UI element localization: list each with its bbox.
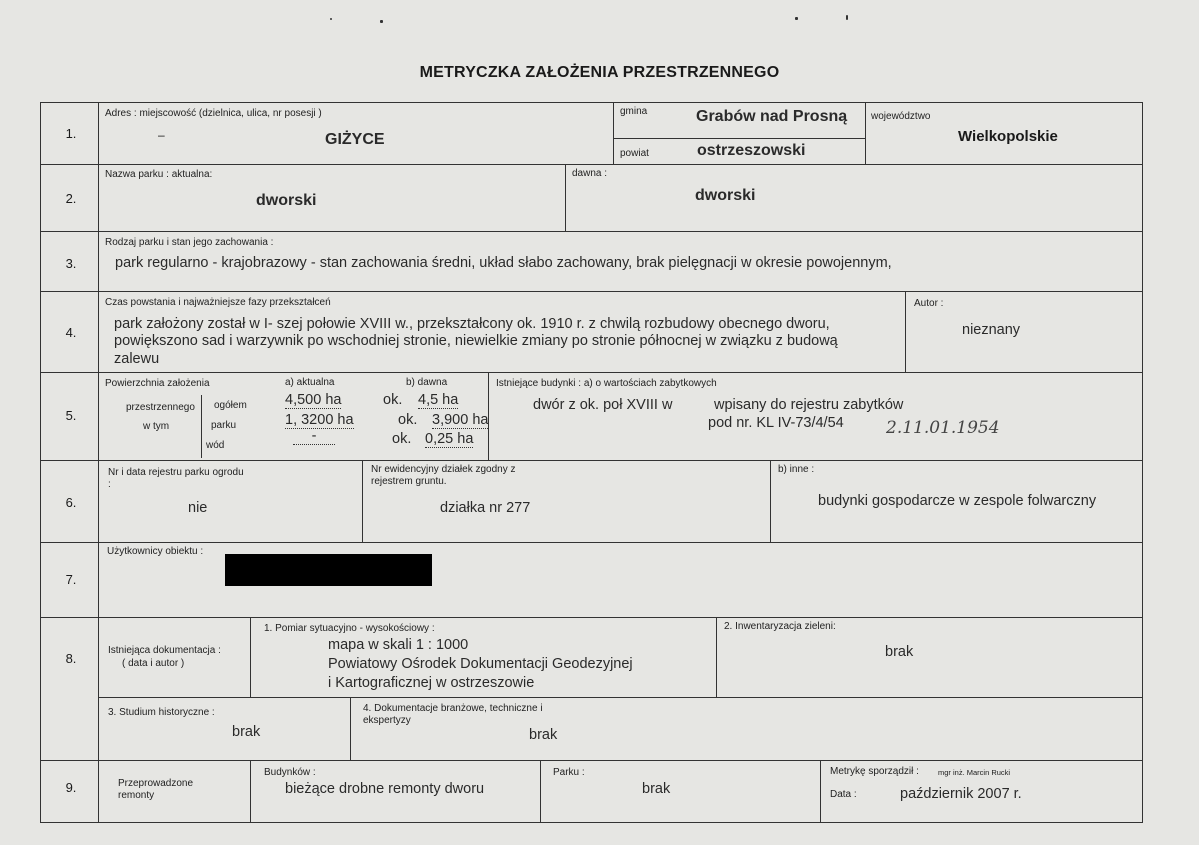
- row-number: 5.: [65, 408, 77, 423]
- voivodeship-value: Wielkopolskie: [958, 128, 1058, 145]
- prepared-by-value: mgr inż. Marcin Rucki: [938, 768, 1011, 777]
- row-number: 7.: [65, 572, 77, 587]
- cell-divider: [613, 138, 865, 139]
- powiat-label: powiat: [620, 148, 649, 159]
- scan-speck: [380, 20, 383, 23]
- history-line-1: park założony został w I- szej połowie XVIII w., przekształcony ok. 1910 r. z chwilą rozbudowy obecnego dworu,: [114, 316, 830, 332]
- row-number: 4.: [65, 325, 77, 340]
- col-divider: [250, 617, 251, 698]
- col-divider: [350, 697, 351, 761]
- park-registry-value: nie: [188, 500, 208, 516]
- col-divider: [820, 760, 821, 823]
- prepared-by-label: Metrykę sporządził :: [830, 766, 919, 777]
- area-park-former-prefix: ok.: [398, 412, 418, 428]
- historical-study-value: brak: [232, 724, 261, 740]
- area-total-former-prefix: ok.: [383, 392, 403, 408]
- table-top-border: [40, 102, 1143, 103]
- park-renovations-label: Parku :: [553, 767, 585, 778]
- col-divider: [905, 291, 906, 373]
- greenery-inventory-value: brak: [885, 644, 914, 660]
- gmina-value: Grabów nad Prosną: [696, 108, 848, 125]
- park-type-label: Rodzaj parku i stan jego zachowania :: [105, 237, 274, 248]
- author-label: Autor :: [914, 298, 944, 309]
- address-label: Adres : miejscowość (dzielnica, ulica, nr posesji ): [105, 108, 322, 119]
- survey-line-1: mapa w skali 1 : 1000: [328, 637, 469, 653]
- users-label: Użytkownicy obiektu :: [107, 546, 204, 557]
- park-type-value: park regularno - krajobrazowy - stan zachowania średni, układ słabo zachowany, brak pielęgnacji w okresie powojennym,: [115, 255, 892, 271]
- col-divider: [362, 460, 363, 543]
- row-divider: [40, 760, 1143, 761]
- survey-line-2: Powiatowy Ośrodek Dokumentacji Geodezyjnej: [328, 656, 633, 672]
- buildings-value: dwór z ok. poł XVIII w: [533, 397, 673, 413]
- dash-mark: ‒: [158, 128, 165, 142]
- area-total-former: 4,5 ha: [418, 392, 459, 408]
- other-buildings-value: budynki gospodarcze w zespole folwarczny: [818, 493, 1097, 509]
- renovations-label: Przeprowadzone remonty: [118, 778, 194, 801]
- buildings-renovations-value: bieżące drobne remonty dworu: [285, 781, 485, 797]
- technical-docs-value: brak: [529, 727, 558, 743]
- row-divider: [40, 291, 1143, 292]
- col-divider: [488, 372, 489, 461]
- row-divider: [40, 231, 1143, 232]
- register-line-2: pod nr. KL IV-73/4/54: [708, 415, 844, 431]
- area-total-current: 4,500 ha: [285, 392, 342, 408]
- area-total-label: ogółem: [214, 400, 247, 411]
- greenery-inventory-label: 2. Inwentaryzacja zieleni:: [724, 621, 836, 632]
- author-value: nieznany: [962, 322, 1021, 338]
- area-water-former-prefix: ok.: [392, 431, 412, 447]
- history-line-2: powiększono sad i warzywnik po wschodniej stronie, niewielkie zmiany po stronie północnej w związku z budową: [114, 333, 838, 349]
- buildings-label: Istniejące budynki : a) o wartościach zabytkowych: [496, 378, 717, 389]
- area-park-former: 3,900 ha: [432, 412, 489, 428]
- row-number: 2.: [65, 191, 77, 206]
- table-right-border: [1142, 102, 1143, 823]
- area-water-former: 0,25 ha: [425, 431, 474, 447]
- area-water-current: -: [293, 428, 335, 445]
- documentation-label: Istniejąca dokumentacja :: [108, 645, 221, 656]
- powiat-value: ostrzeszowski: [697, 142, 806, 159]
- address-value: GIŻYCE: [325, 131, 385, 148]
- history-line-3: zalewu: [114, 351, 160, 367]
- plot-number-value: działka nr 277: [440, 500, 531, 516]
- area-park-label: parku: [211, 420, 237, 431]
- row-number: 8.: [65, 651, 77, 666]
- survey-label: 1. Pomiar sytuacyjno - wysokościowy :: [264, 623, 435, 634]
- area-current-header: a) aktualna: [285, 377, 335, 388]
- col-divider: [770, 460, 771, 543]
- former-name-label: dawna :: [572, 168, 608, 179]
- row-number: 6.: [65, 495, 77, 510]
- gmina-label: gmina: [620, 106, 648, 117]
- register-line-1: wpisany do rejestru zabytków: [714, 397, 904, 413]
- area-water-label: wód: [206, 440, 225, 451]
- buildings-renovations-label: Budynków :: [264, 767, 316, 778]
- col-divider: [865, 102, 866, 165]
- other-buildings-label: b) inne :: [778, 464, 815, 475]
- date-label: Data :: [830, 789, 857, 800]
- number-column-divider: [98, 102, 99, 823]
- park-name-label: Nazwa parku : aktualna:: [105, 169, 213, 180]
- row-divider: [40, 372, 1143, 373]
- row-divider: [40, 617, 1143, 618]
- page-title: METRYCZKA ZAŁOŻENIA PRZESTRZENNEGO: [419, 64, 780, 81]
- area-subdivider: [201, 395, 202, 458]
- former-name-value: dworski: [695, 187, 756, 204]
- row-number: 1.: [65, 126, 77, 141]
- col-divider: [540, 760, 541, 823]
- park-name-value: dworski: [256, 192, 317, 209]
- park-registry-label: Nr i data rejestru parku ogrodu :: [108, 467, 244, 490]
- col-divider: [250, 760, 251, 823]
- plot-number-label: Nr ewidencyjny działek zgodny z rejestrem gruntu.: [371, 464, 516, 487]
- area-spatial-label: przestrzennego: [126, 402, 195, 413]
- redacted-users-block: [225, 554, 432, 586]
- survey-line-3: i Kartograficznej w ostrzeszowie: [328, 675, 535, 691]
- row-number: 3.: [65, 256, 77, 271]
- date-value: październik 2007 r.: [900, 786, 1022, 802]
- historical-study-label: 3. Studium historyczne :: [108, 707, 215, 718]
- col-divider: [565, 164, 566, 232]
- row-divider: [40, 164, 1143, 165]
- area-park-current: 1, 3200 ha: [285, 412, 354, 428]
- scan-speck: [330, 18, 332, 20]
- scan-speck: [795, 17, 798, 20]
- col-divider: [716, 617, 717, 698]
- table-bottom-border: [40, 822, 1143, 823]
- table-left-border: [40, 102, 41, 823]
- area-former-header: b) dawna: [406, 377, 448, 388]
- documentation-sublabel: ( data i autor ): [122, 658, 185, 669]
- park-renovations-value: brak: [642, 781, 671, 797]
- technical-docs-label: 4. Dokumentacje branżowe, techniczne i ekspertyzy: [363, 703, 543, 726]
- voivodeship-label: województwo: [871, 111, 931, 122]
- register-date-handwritten: 2.11.01.1954: [886, 418, 1000, 438]
- row-divider: [40, 542, 1143, 543]
- col-divider: [613, 102, 614, 165]
- row-divider: [98, 697, 1143, 698]
- scan-speck: [846, 15, 848, 20]
- area-including-label: w tym: [143, 421, 170, 432]
- history-label: Czas powstania i najważniejsze fazy przekształceń: [105, 297, 331, 308]
- row-number: 9.: [65, 780, 77, 795]
- row-divider: [40, 460, 1143, 461]
- area-label: Powierzchnia założenia: [105, 378, 210, 389]
